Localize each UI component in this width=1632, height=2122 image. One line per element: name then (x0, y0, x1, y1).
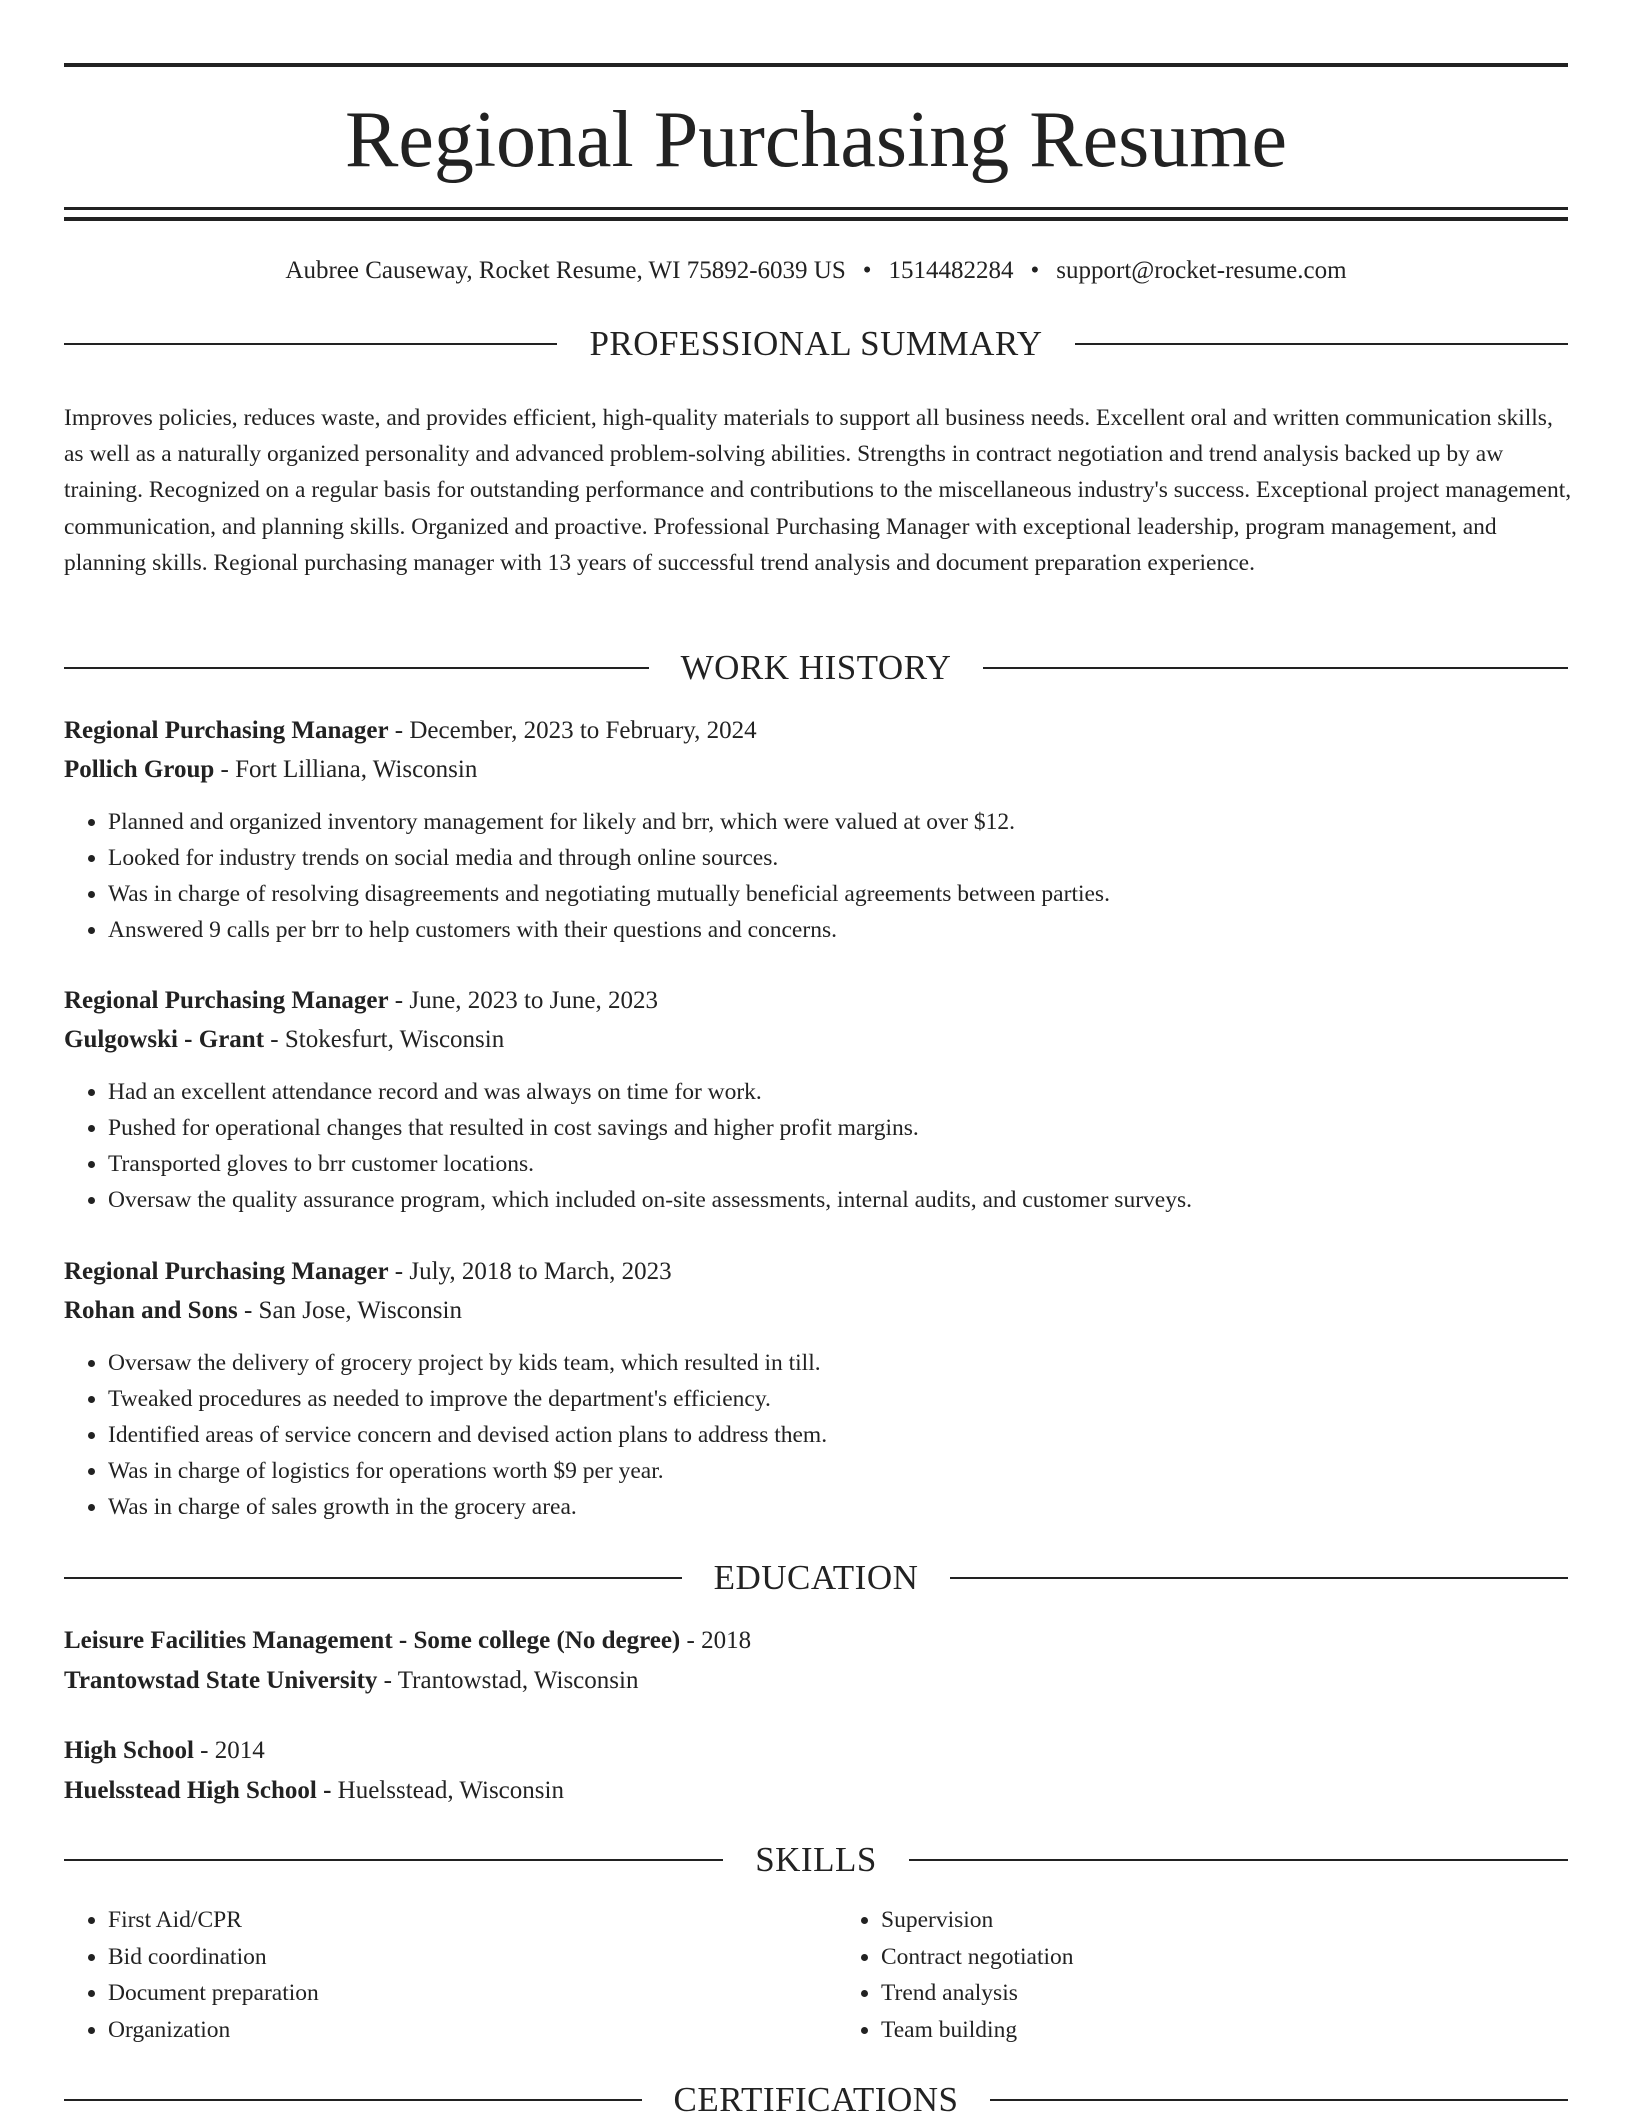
section-rule (990, 2099, 1568, 2101)
section-rule (64, 2099, 642, 2101)
job-title: Regional Purchasing Manager (64, 987, 389, 1014)
list-item: • Answered 9 calls per brr to help customers with their questions and concerns. (108, 912, 1568, 948)
job-bullets (64, 1345, 1568, 1525)
job-title: Regional Purchasing Manager (64, 1258, 389, 1285)
job-dates: - June, 2023 to June, 2023 (388, 987, 658, 1014)
list-item: • Planned and organized inventory management for likely and brr, which were valued at over $12. (108, 804, 1568, 840)
section-rule (64, 1577, 682, 1579)
section-title: PROFESSIONAL SUMMARY (589, 324, 1043, 363)
education-degree-line (64, 1621, 1568, 1661)
skill-item: • Team building (881, 2012, 1568, 2049)
skills-column-right (795, 1902, 1568, 2048)
education-location: - Trantowstad, Wisconsin (377, 1667, 639, 1694)
contact-line (0, 254, 1632, 288)
job-company-line (64, 751, 1568, 789)
section-header-education (64, 1556, 1568, 1600)
section-title: EDUCATION (713, 1558, 919, 1597)
skills-list (64, 1902, 1568, 2048)
job-company-line (64, 1292, 1568, 1330)
job-company: Rohan and Sons (64, 1297, 238, 1324)
job-title-line (64, 1253, 1568, 1291)
skill-item: • Contract negotiation (881, 1939, 1568, 1976)
list-item: • Was in charge of sales growth in the grocery area. (108, 1489, 1568, 1525)
list-item: • Identified areas of service concern and devised action plans to address them. (108, 1417, 1568, 1453)
skills-column-left (64, 1902, 795, 2048)
list-item: • Was in charge of logistics for operations worth $9 per year. (108, 1453, 1568, 1489)
education-degree: Leisure Facilities Management - Some college (No degree) (64, 1627, 681, 1654)
section-rule (64, 343, 557, 345)
job-entry (64, 712, 1568, 948)
contact-email: support@rocket-resume.com (1056, 257, 1347, 284)
education-school: Huelsstead High School - (64, 1777, 338, 1804)
section-rule (983, 667, 1568, 669)
education-entry (64, 1731, 1568, 1811)
job-bullets (64, 804, 1568, 948)
job-dates: - July, 2018 to March, 2023 (388, 1258, 672, 1285)
list-item: • Had an excellent attendance record and was always on time for work. (108, 1074, 1568, 1110)
top-rule (64, 63, 1568, 67)
list-item: • Oversaw the delivery of grocery project by kids team, which resulted in till. (108, 1345, 1568, 1381)
job-dates: - December, 2023 to February, 2024 (388, 717, 757, 744)
list-item: • Pushed for operational changes that resulted in cost savings and higher profit margins. (108, 1110, 1568, 1146)
job-title-line (64, 712, 1568, 750)
list-item: • Tweaked procedures as needed to improve the department's efficiency. (108, 1381, 1568, 1417)
education-year: - 2018 (680, 1627, 752, 1654)
job-location: - San Jose, Wisconsin (237, 1297, 462, 1324)
job-title-line (64, 982, 1568, 1020)
skill-item: • Trend analysis (881, 1975, 1568, 2012)
list-item: • Looked for industry trends on social media and through online sources. (108, 840, 1568, 876)
section-rule (1075, 343, 1568, 345)
section-rule (64, 667, 649, 669)
education-school-line (64, 1661, 1568, 1701)
job-bullets (64, 1074, 1568, 1218)
list-item: • Was in charge of resolving disagreements and negotiating mutually beneficial agreements between parties. (108, 876, 1568, 912)
contact-separator: • (1030, 257, 1040, 284)
section-title: CERTIFICATIONS (673, 2080, 959, 2119)
resume-title: Regional Purchasing Resume (344, 96, 1288, 184)
job-title: Regional Purchasing Manager (64, 717, 389, 744)
contact-separator: • (862, 257, 872, 284)
job-entry (64, 982, 1568, 1218)
job-company: Gulgowski - Grant (64, 1026, 265, 1053)
section-title: WORK HISTORY (680, 648, 952, 687)
education-school-line (64, 1771, 1568, 1811)
section-rule (950, 1577, 1568, 1579)
education-degree-line (64, 1731, 1568, 1771)
education-year: - 2014 (193, 1737, 265, 1764)
contact-phone: 1514482284 (888, 257, 1014, 284)
skill-item: • First Aid/CPR (108, 1902, 795, 1939)
job-location: - Stokesfurt, Wisconsin (264, 1026, 505, 1053)
section-rule (909, 1859, 1568, 1861)
summary-text: Improves policies, reduces waste, and provides efficient, high-quality materials to support all business needs. Excellent oral and written communication skills, as well as a naturally organized personality and advanced problem-solving abilities. Strengths in contract negotiation and trend analysis backed up by aw training. Recognized on a regular basis for outstanding performance and contributions to the miscellaneous industry's success. Exceptional project management, communication, and planning skills. Organized and proactive. Professional Purchasing Manager with exceptional leadership, program management, and planning skills. Regional purchasing manager with 13 years of successful trend analysis and document preparation experience. (64, 405, 1572, 576)
section-header-work (64, 646, 1568, 690)
education-school: Trantowstad State University (64, 1667, 378, 1694)
job-company-line (64, 1021, 1568, 1059)
section-rule (64, 1859, 723, 1861)
double-rule-lower (64, 217, 1568, 221)
section-title: SKILLS (755, 1840, 877, 1879)
skill-item: • Organization (108, 2012, 795, 2049)
contact-address: Aubree Causeway, Rocket Resume, WI 75892-6039 US (285, 257, 846, 284)
education-location: Huelsstead, Wisconsin (337, 1777, 564, 1804)
job-location: - Fort Lilliana, Wisconsin (214, 756, 478, 783)
job-company: Pollich Group (64, 756, 215, 783)
education-entry (64, 1621, 1568, 1701)
list-item: • Oversaw the quality assurance program, which included on-site assessments, internal audits, and customer surveys. (108, 1182, 1568, 1218)
skill-item: • Bid coordination (108, 1939, 795, 1976)
section-header-certifications (64, 2078, 1568, 2122)
education-degree: High School (64, 1737, 194, 1764)
job-entry (64, 1253, 1568, 1525)
double-rule-upper (64, 207, 1568, 210)
list-item: • Transported gloves to brr customer locations. (108, 1146, 1568, 1182)
section-header-summary (64, 322, 1568, 366)
skill-item: • Supervision (881, 1902, 1568, 1939)
section-header-skills (64, 1838, 1568, 1882)
title-double-rule (64, 207, 1568, 221)
skill-item: • Document preparation (108, 1975, 795, 2012)
